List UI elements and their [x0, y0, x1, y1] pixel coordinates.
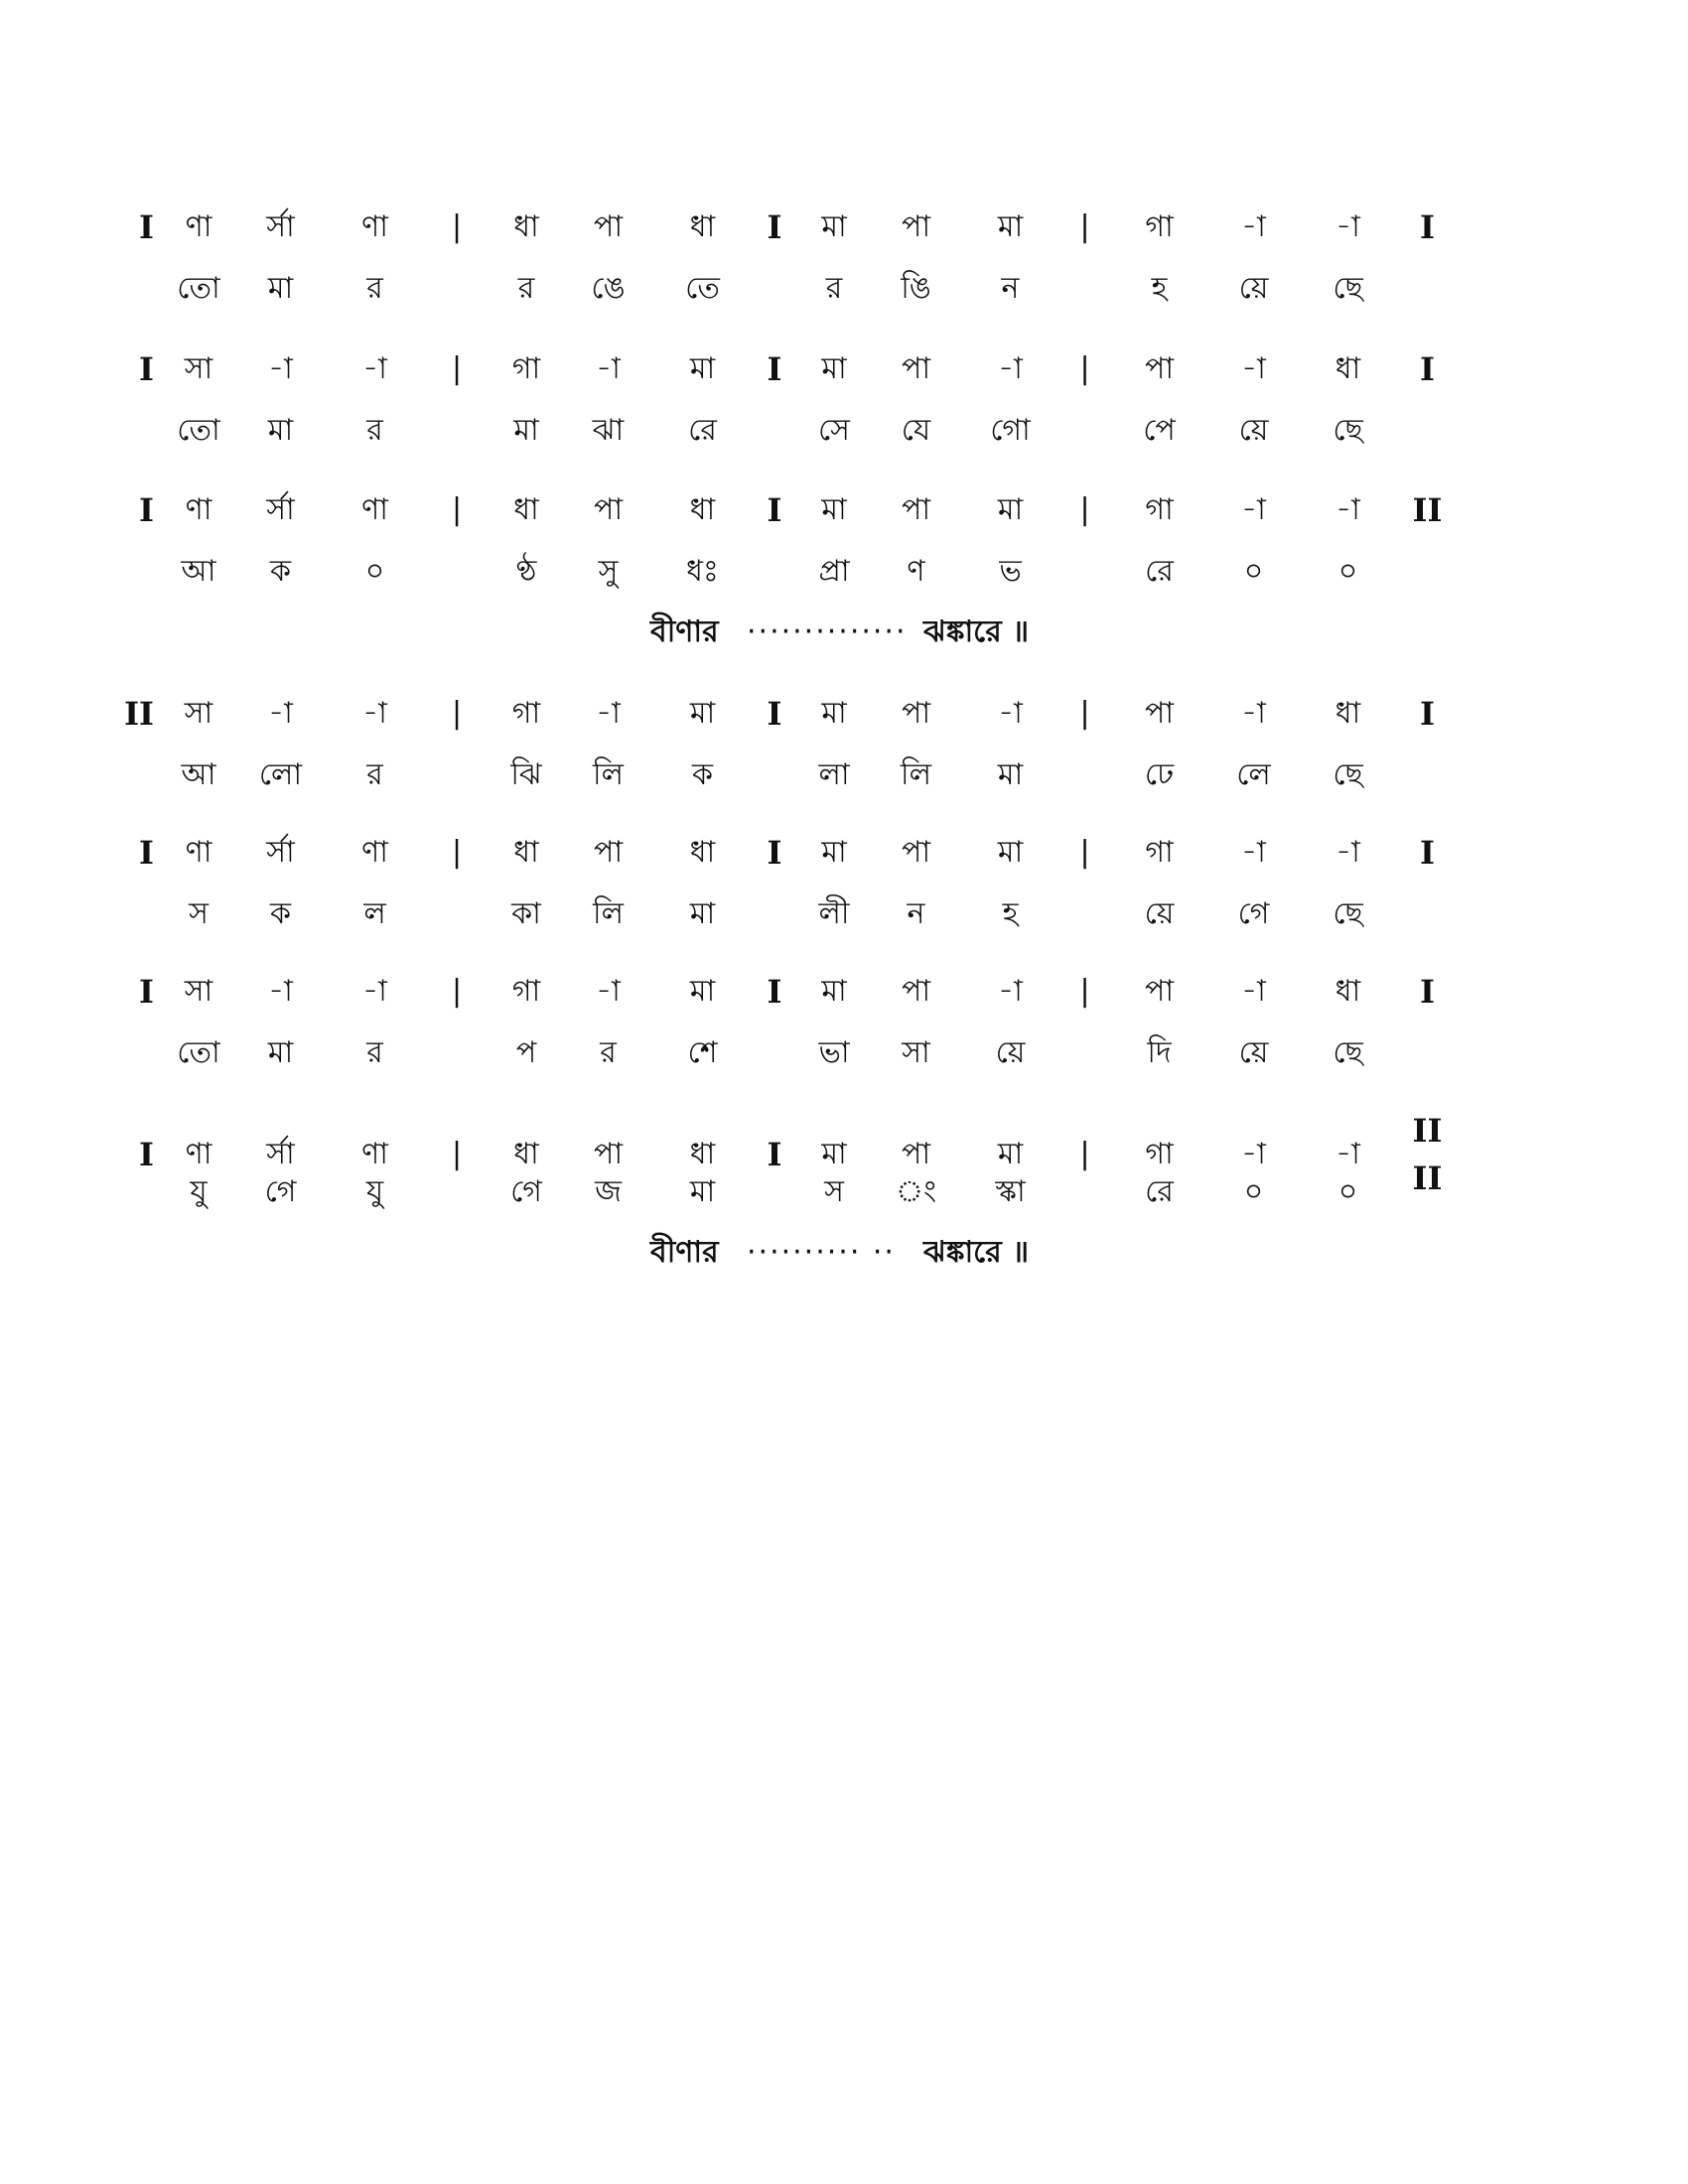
note: -া [998, 351, 1023, 386]
note: মা [821, 835, 847, 870]
note: মা [997, 492, 1024, 527]
lyric-syllable: লো [258, 757, 303, 792]
notation-row [0, 968, 1688, 1016]
lyric-syllable: মা [267, 271, 294, 306]
lyric-syllable: মা [267, 413, 294, 448]
note: -া [268, 974, 293, 1009]
lyric-syllable: সা [902, 1035, 930, 1070]
notation-row [0, 486, 1688, 534]
note: -া [1336, 835, 1360, 870]
note: সা [184, 351, 213, 386]
lyric-syllable: প্রা [818, 554, 850, 589]
lyric-syllable: ছে [1333, 271, 1363, 306]
lyric-syllable: ক [270, 896, 291, 931]
note: পা [901, 835, 931, 870]
lyric-row [0, 890, 1688, 938]
lyric-syllable: আ [181, 757, 216, 792]
lyric-syllable: ণ [907, 554, 925, 589]
bar-line: I [767, 973, 782, 1011]
bar-line: II II [1412, 1112, 1443, 1197]
bar-line: I [139, 834, 154, 872]
note: ধা [689, 209, 716, 244]
lyric-syllable: র [366, 757, 383, 792]
lyric-syllable: তো [177, 413, 220, 448]
note: মা [821, 351, 847, 386]
lyric-syllable: ০ [1243, 1174, 1264, 1209]
lyric-syllable: র [366, 413, 383, 448]
note: র্সা [266, 835, 295, 870]
lyric-syllable: ছে [1333, 896, 1363, 931]
note: র্সা [266, 209, 295, 244]
refrain-end: ঝঙ্কারে ॥ [923, 1235, 1030, 1270]
bar-line: I [1420, 834, 1435, 872]
lyric-syllable: য়ে [995, 1035, 1026, 1070]
lyric-syllable: য়ে [1144, 896, 1175, 931]
lyric-syllable: ছে [1333, 1035, 1363, 1070]
lyric-syllable: ধঃ [686, 554, 719, 589]
note: মা [689, 974, 716, 1009]
bar-line: | [451, 1137, 463, 1171]
lyric-syllable: তে [685, 271, 720, 306]
note: ধা [513, 835, 539, 870]
lyric-syllable: ভা [818, 1035, 850, 1070]
bar-line: I [1420, 208, 1435, 246]
bar-line: I [1420, 973, 1435, 1011]
lyric-syllable: ছে [1333, 757, 1363, 792]
lyric-syllable: লী [818, 896, 850, 931]
lyric-syllable: ০ [1337, 554, 1358, 589]
note: -া [596, 974, 621, 1009]
bar-line: | [451, 696, 463, 731]
note: ধা [1335, 974, 1361, 1009]
lyric-row [0, 407, 1688, 455]
lyric-syllable: তো [177, 271, 220, 306]
refrain-dots: ·········· ·· [747, 1235, 896, 1270]
bar-line: | [1079, 696, 1090, 731]
note: -া [1336, 1137, 1360, 1171]
note: -া [1241, 1137, 1266, 1171]
note: মা [821, 974, 847, 1009]
lyric-syllable: লি [593, 757, 624, 792]
note: -া [1336, 209, 1360, 244]
note: মা [821, 209, 847, 244]
note: -া [268, 696, 293, 731]
lyric-syllable: মা [689, 1174, 716, 1209]
note: -া [1241, 835, 1266, 870]
lyric-syllable: রে [1145, 1174, 1174, 1209]
lyric-syllable: ঢে [1144, 757, 1175, 792]
note: মা [821, 1137, 847, 1171]
lyric-syllable: পে [1143, 413, 1176, 448]
lyric-syllable: হ [1151, 271, 1168, 306]
note: গা [1145, 1137, 1174, 1171]
lyric-syllable: কা [511, 896, 541, 931]
note: পা [593, 1137, 624, 1171]
lyric-row [0, 1168, 1688, 1216]
lyric-syllable: তো [177, 1035, 220, 1070]
note: ণা [361, 492, 388, 527]
note: পা [901, 974, 931, 1009]
lyric-syllable: গে [264, 1174, 297, 1209]
lyric-syllable: র [366, 271, 383, 306]
bar-line: | [451, 835, 463, 870]
note: গা [1145, 835, 1174, 870]
note: -া [596, 351, 621, 386]
note: ধা [513, 209, 539, 244]
lyric-syllable: জ [595, 1174, 622, 1209]
lyric-syllable: যে [901, 413, 931, 448]
note: গা [1145, 209, 1174, 244]
lyric-syllable: মা [997, 757, 1024, 792]
lyric-syllable: গে [1237, 896, 1270, 931]
lyric-syllable: হ [1002, 896, 1019, 931]
notation-row [0, 204, 1688, 251]
note: গা [511, 974, 541, 1009]
lyric-syllable: ন [907, 896, 925, 931]
note: পা [901, 351, 931, 386]
note: পা [901, 1137, 931, 1171]
bar-line: | [451, 209, 463, 244]
lyric-syllable: প [515, 1035, 537, 1070]
note: -া [268, 351, 293, 386]
note: ধা [1335, 696, 1361, 731]
refrain-line [0, 1229, 1688, 1277]
refrain-end: ঝঙ্কারে ॥ [923, 614, 1030, 649]
note: ণা [185, 835, 212, 870]
note: মা [821, 696, 847, 731]
lyric-row [0, 265, 1688, 313]
bar-line: | [1079, 974, 1090, 1009]
note: সা [184, 696, 213, 731]
lyric-syllable: স্কা [995, 1174, 1026, 1209]
notation-row [0, 690, 1688, 738]
note: ধা [1335, 351, 1361, 386]
note: পা [1144, 351, 1175, 386]
lyric-syllable: ঙি [901, 271, 931, 306]
note: -া [1241, 696, 1266, 731]
lyric-syllable: মা [689, 896, 716, 931]
lyric-syllable: সে [818, 413, 850, 448]
lyric-syllable: গে [510, 1174, 542, 1209]
bar-line: II [124, 695, 154, 733]
note: -া [362, 351, 387, 386]
note: -া [1241, 974, 1266, 1009]
bar-line: | [1079, 209, 1090, 244]
note: ণা [361, 1137, 388, 1171]
note: ণা [185, 492, 212, 527]
refrain-line [0, 609, 1688, 656]
lyric-syllable: ভ [999, 554, 1022, 589]
bar-line: | [451, 492, 463, 527]
note: ধা [513, 1137, 539, 1171]
bar-line: | [1079, 351, 1090, 386]
lyric-syllable: ন [1001, 271, 1020, 306]
bar-line: I [767, 350, 782, 388]
note: -া [998, 974, 1023, 1009]
lyric-syllable: সু [598, 554, 619, 589]
bar-line: I [767, 1136, 782, 1173]
lyric-syllable: ঝা [592, 413, 625, 448]
lyric-syllable: গো [990, 413, 1031, 448]
note: ণা [185, 209, 212, 244]
note: -া [362, 696, 387, 731]
note: ণা [361, 209, 388, 244]
bar-line: I [767, 491, 782, 529]
bar-line: | [451, 351, 463, 386]
refrain-dots: ·············· [747, 614, 908, 649]
lyric-syllable: দি [1147, 1035, 1172, 1070]
lyric-syllable: ০ [1337, 1174, 1358, 1209]
note: ধা [513, 492, 539, 527]
lyric-syllable: আ [181, 554, 216, 589]
notation-row [0, 829, 1688, 877]
lyric-syllable: স [824, 1174, 844, 1209]
bar-line: II [1412, 491, 1443, 529]
bar-line: I [767, 695, 782, 733]
note: -া [1241, 209, 1266, 244]
note: মা [689, 696, 716, 731]
lyric-syllable: য়ে [1238, 271, 1269, 306]
lyric-syllable: র [600, 1035, 617, 1070]
note: পা [593, 835, 624, 870]
note: মা [997, 835, 1024, 870]
lyric-syllable: র [517, 271, 535, 306]
bar-line: I [767, 208, 782, 246]
note: গা [1145, 492, 1174, 527]
refrain-start: বীণার [650, 1235, 719, 1270]
lyric-syllable: ছে [1333, 413, 1363, 448]
note: -া [998, 696, 1023, 731]
lyric-syllable: লি [593, 896, 624, 931]
lyric-syllable: ০ [364, 554, 385, 589]
bar-line: | [1079, 835, 1090, 870]
lyric-syllable: ঝি [510, 757, 542, 792]
note: মা [997, 209, 1024, 244]
note: গা [511, 696, 541, 731]
lyric-syllable: শে [687, 1035, 718, 1070]
lyric-syllable: রে [1145, 554, 1174, 589]
bar-line: | [451, 974, 463, 1009]
lyric-syllable: য়ে [1238, 413, 1269, 448]
note: ধা [689, 492, 716, 527]
lyric-syllable: মা [513, 413, 539, 448]
note: পা [593, 209, 624, 244]
lyric-syllable: স [189, 896, 209, 931]
note: ধা [689, 1137, 716, 1171]
note: -া [1241, 351, 1266, 386]
bar-line: I [139, 350, 154, 388]
lyric-syllable: ণ্ঠ [515, 554, 537, 589]
note: পা [901, 209, 931, 244]
lyric-syllable: ক [692, 757, 713, 792]
lyric-syllable: লা [818, 757, 850, 792]
lyric-syllable: ং [895, 1174, 936, 1209]
refrain-start: বীণার [650, 614, 719, 649]
note: সা [184, 974, 213, 1009]
note: -া [1336, 492, 1360, 527]
bar-line: | [1079, 492, 1090, 527]
note: পা [1144, 974, 1175, 1009]
note: ধা [689, 835, 716, 870]
note: মা [689, 351, 716, 386]
lyric-syllable: লে [1236, 757, 1271, 792]
lyric-row [0, 751, 1688, 799]
lyric-syllable: ঙে [591, 271, 626, 306]
note: ণা [361, 835, 388, 870]
note: মা [821, 492, 847, 527]
lyric-syllable: ক [270, 554, 291, 589]
notation-row [0, 345, 1688, 393]
note: র্সা [266, 492, 295, 527]
lyric-syllable: য়ে [1238, 1035, 1269, 1070]
note: গা [511, 351, 541, 386]
note: পা [1144, 696, 1175, 731]
lyric-row [0, 1029, 1688, 1077]
bar-line: I [1420, 695, 1435, 733]
note: -া [362, 974, 387, 1009]
note: পা [593, 492, 624, 527]
bar-line: I [1420, 350, 1435, 388]
note: পা [901, 492, 931, 527]
lyric-syllable: রে [688, 413, 717, 448]
lyric-row [0, 548, 1688, 596]
lyric-syllable: ০ [1243, 554, 1264, 589]
note: র্সা [266, 1137, 295, 1171]
lyric-syllable: ল [363, 896, 386, 931]
note: -া [596, 696, 621, 731]
lyric-syllable: লি [901, 757, 931, 792]
bar-line: I [767, 834, 782, 872]
note: -া [1241, 492, 1266, 527]
note: পা [901, 696, 931, 731]
lyric-syllable: মা [267, 1035, 294, 1070]
note: ণা [185, 1137, 212, 1171]
bar-line: I [139, 491, 154, 529]
bar-line: I [139, 973, 154, 1011]
bar-line: I [139, 1136, 154, 1173]
lyric-syllable: র [366, 1035, 383, 1070]
bar-line: | [1079, 1137, 1090, 1171]
lyric-syllable: র [825, 271, 843, 306]
note: মা [997, 1137, 1024, 1171]
lyric-syllable: যু [365, 1174, 384, 1209]
bar-line: I [139, 208, 154, 246]
lyric-syllable: যু [190, 1174, 208, 1209]
